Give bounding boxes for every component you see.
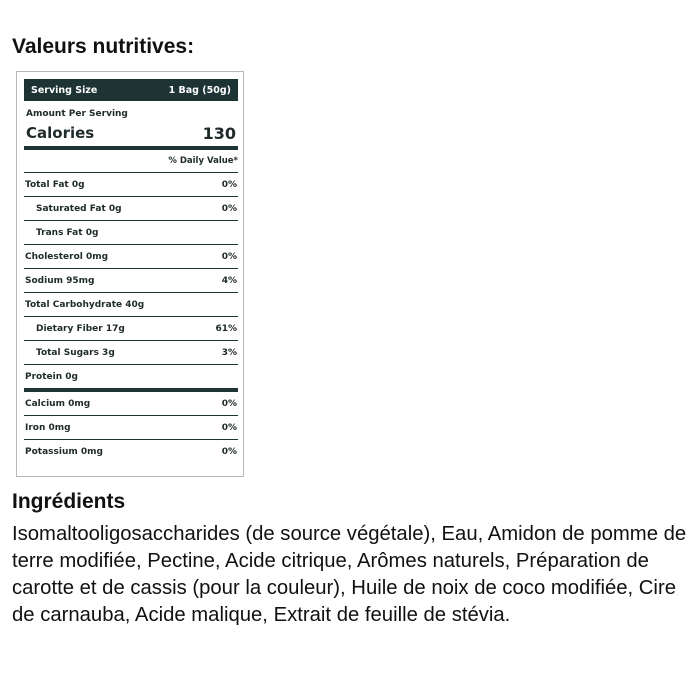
nutrient-name: Dietary Fiber 17g [36, 323, 125, 334]
nutrient-name: Total Sugars 3g [36, 347, 115, 358]
nutrition-facts-panel [24, 79, 238, 463]
nutrient-name: Calcium 0mg [25, 398, 91, 409]
nutrient-row-iron [24, 416, 238, 440]
nutrient-name: Total Carbohydrate 40g [25, 299, 145, 310]
daily-value-header: % Daily Value* [24, 150, 238, 173]
nutrient-row-calcium [24, 392, 238, 416]
nutrient-name: Saturated Fat 0g [36, 203, 122, 214]
nutrient-row-sodium [24, 269, 238, 293]
nutrient-dv: 0% [221, 251, 237, 262]
nutrient-dv: 3% [221, 347, 237, 358]
serving-size-bar [24, 79, 238, 101]
amount-per-serving: Amount Per Serving [26, 109, 128, 119]
nutrient-dv: 0% [221, 179, 237, 190]
nutrient-row-cholesterol [24, 245, 238, 269]
serving-size-label: Serving Size [31, 84, 98, 96]
nutrient-name: Sodium 95mg [25, 275, 95, 286]
ingredients-text: Isomaltooligosaccharides (de source végétale), Eau, Amidon de pomme de terre modifiée, Pectine, Acide citrique, Arômes naturels, Préparation de carotte et de cassis (pour la couleur), Huile de noix de coco modifiée, Cire de carnauba, Acide malique, Extrait de feuille de stévia. [12, 523, 687, 626]
calories-row [24, 120, 238, 146]
nutrient-dv: 0% [221, 446, 237, 457]
calories-value: 130 [202, 123, 236, 143]
nutrient-name: Iron 0mg [25, 422, 71, 433]
nutrient-row-saturated-fat [24, 197, 238, 221]
nutrient-row-total-sugars [24, 341, 238, 365]
nutrient-name: Trans Fat 0g [36, 227, 99, 238]
nutrient-name: Total Fat 0g [25, 179, 85, 190]
nutrient-name: Cholesterol 0mg [25, 251, 109, 262]
nutrient-row-trans-fat [24, 221, 238, 245]
nutrient-row-dietary-fiber [24, 317, 238, 341]
nutrient-row-total-carbohydrate [24, 293, 238, 317]
nutrient-name: Potassium 0mg [25, 446, 103, 457]
nutrient-name: Protein 0g [25, 371, 78, 382]
nutrient-dv: 0% [221, 203, 237, 214]
nutrient-dv: 61% [215, 323, 237, 334]
nutrient-row-total-fat [24, 173, 238, 197]
nutrient-dv: 0% [221, 398, 237, 409]
serving-size-value: 1 Bag (50g) [168, 84, 231, 96]
calories-label: Calories [26, 124, 95, 142]
ingredients-heading: Ingrédients [12, 490, 126, 513]
nutrient-row-potassium [24, 440, 238, 463]
nutrition-heading: Valeurs nutritives: [12, 35, 195, 58]
nutrition-facts-label [16, 71, 244, 477]
nutrient-row-protein [24, 365, 238, 392]
nutrient-dv: 0% [221, 422, 237, 433]
nutrient-dv: 4% [221, 275, 237, 286]
